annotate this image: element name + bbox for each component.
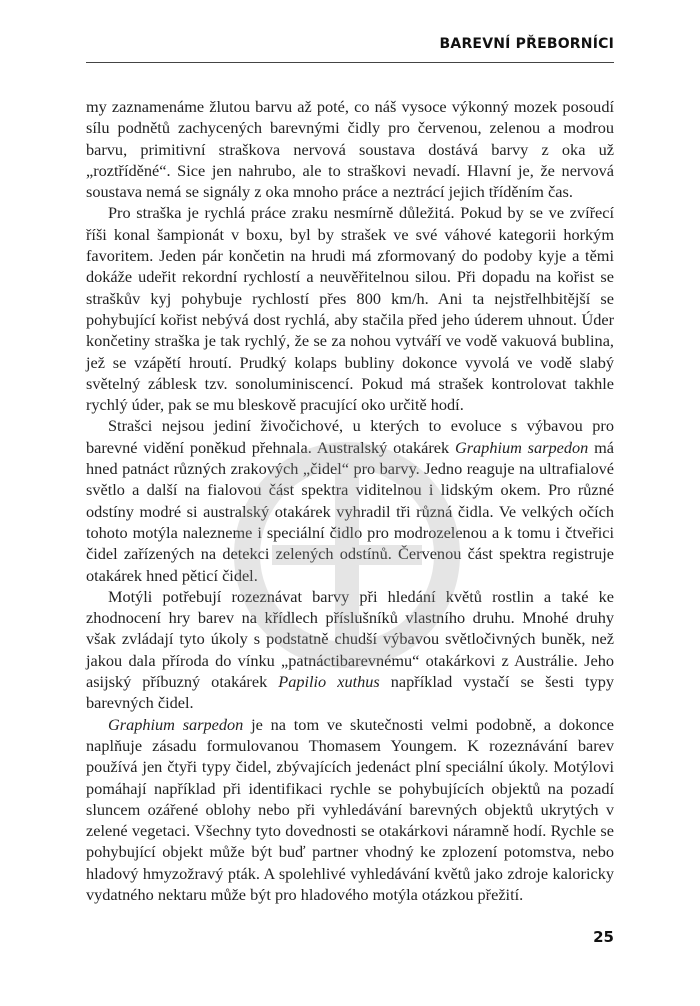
page-number: 25 xyxy=(593,928,614,946)
paragraph-4: Motýli potřebují rozeznávat barvy při hledání květů rostlin a také ke zhodnocení hry barev na křídlech příslušníků vlastního druhu. Mnohé druhy však zvládají tyto úkoly s podstatně chudší výbavou světločivných buněk, než jakou dala příroda do vínku „patnáctibarevnému“ otakárkovi z Austrálie. Jeho asijský příbuzný otakárek Papilio xuthus například vystačí se šesti typy barevných čidel. xyxy=(86,586,614,713)
paragraph-2: Pro straška je rychlá práce zraku nesmírně důležitá. Pokud by se ve zvířecí říši konal šampionát v boxu, byl by strašek ve své váhové kategorii horkým favoritem. Jeden pár končetin na hrudi má zformovaný do podoby kyje a těmi dokáže udeřit rekordní rychlostí a neuvěřitelnou silou. Při dopadu na kořist se straškův kyj pohybuje rychlostí přes 800 km/h. Ani ta nejstřelhbitější se pohybující kořist nebývá dost rychlá, aby stačila před jeho úderem uhnout. Úder končetiny straška je tak rychlý, že se za nohou vytváří ve vodě vakuová bublina, jež se vzápětí hroutí. Prudký kolaps bubliny dokonce vyvolá ve vodě slabý světelný záblesk tzv. sonoluminiscencí. Pokud má strašek kontrolovat takhle rychlý úder, pak se mu bleskově pracující oko určitě hodí. xyxy=(86,203,614,415)
header-rule xyxy=(86,62,614,63)
species-name: Papilio xuthus xyxy=(278,672,380,692)
paragraph-1: my zaznamenáme žlutou barvu až poté, co náš vysoce výkonný mozek posoudí sílu podnětů zachycených barevnými čidly pro červenou, zelenou a modrou barvu, primitivní straškova nervová soustava dostává barvy z oka už „roztříděné“. Sice jen nahrubo, ale to straškovi nevadí. Hlavní je, že nervová soustava nemá se signály z oka mnoho práce a neztrácí jejich tříděním čas. xyxy=(86,97,614,202)
species-name: Graphium sarpedon xyxy=(454,437,589,457)
paragraph-3: Strašci nejsou jediní živočichové, u kterých to evoluce s výbavou pro barevné vidění poněkud přehnala. Australský otakárek Graphium sarpedon má hned patnáct různých zrakových „čidel“ pro barvy. Jedno reaguje na ultrafialové světlo a další na fialovou část spektra viditelnou i lidským okem. Pro různé odstíny modré si australský otakárek vyhradil tři různá čidla. Ve velkých očích tohoto motýla nalezneme i speciální čidlo pro modrozelenou a k tomu i čtveřici čidel zařízených na detekci zelených odstínů. Červenou část spektra registruje otakárek hned pěticí čidel. xyxy=(86,416,614,585)
body-text xyxy=(86,96,614,905)
paragraph-5: Graphium sarpedon je na tom ve skutečnosti velmi podobně, a dokonce naplňuje zásadu formulovanou Thomasem Youngem. K rozeznávání barev používá jen čtyři typy čidel, zbývajících jedenáct plní speciální úkoly. Motýlovi pomáhají například při identifikaci rychle se pohybujících objektů na pozadí sluncem ozářené oblohy nebo při vyhledávání barevných objektů ukrytých v zelené vegetaci. Všechny tyto dovednosti se otakárkovi náramně hodí. Rychle se pohybující objekt může být buď partner vhodný ke zplození potomstva, nebo hladový hmyzožravý pták. A spolehlivé vyhledávání květů jako zdroje kaloricky vydatného nektaru může být pro hladového motýla otázkou přežití. xyxy=(86,714,614,904)
running-header: BAREVNÍ PŘEBORNÍCI xyxy=(439,36,614,52)
species-name: Graphium sarpedon xyxy=(108,714,244,734)
